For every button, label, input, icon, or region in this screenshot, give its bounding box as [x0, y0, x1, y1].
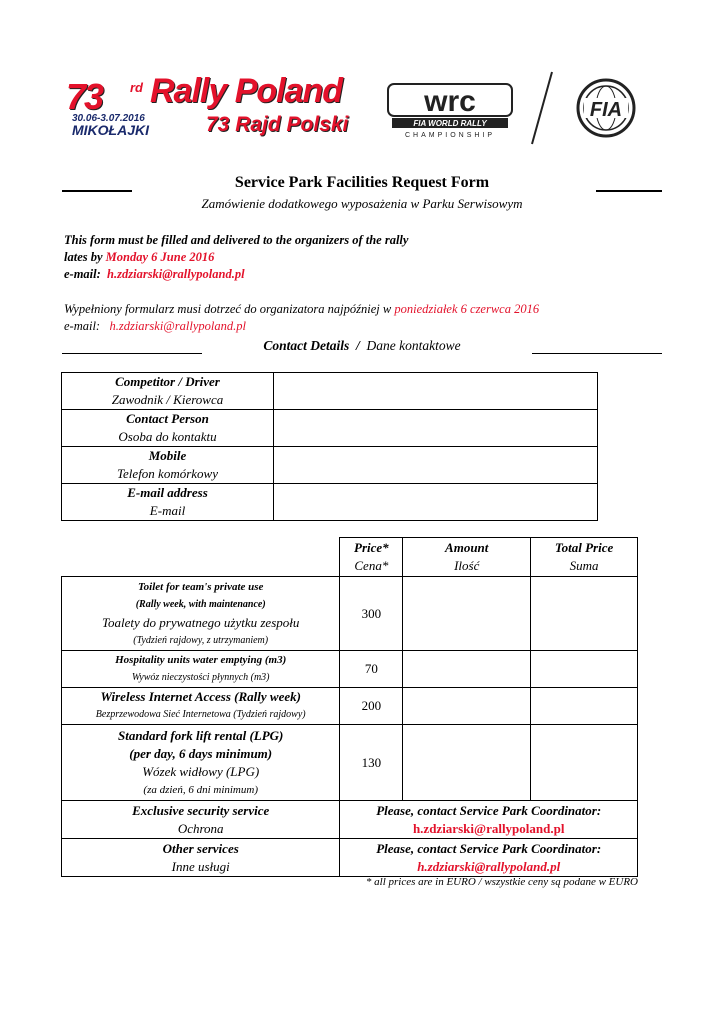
contact-row-mobile — [62, 447, 598, 484]
item-title: Standard fork lift rental (LPG) — [117, 727, 284, 743]
header-total-pl: Suma — [569, 558, 599, 573]
item-title-pl: Bezprzewodowa Sieć Internetowa (Tydzień rajdowy) — [95, 709, 306, 720]
fia-logo-text: FIA — [589, 99, 623, 121]
contact-label-en: Mobile — [148, 448, 187, 463]
contact-row-person — [62, 410, 598, 447]
notice-pl-line2 — [64, 318, 246, 335]
item-title-pl: Ochrona — [177, 820, 224, 836]
item-total-input[interactable] — [531, 577, 638, 651]
contact-label-en: Competitor / Driver — [115, 374, 220, 389]
rally-subtitle-logo: 73 Rajd Polski — [206, 113, 349, 136]
wrc-tagline: FIA WORLD RALLY — [413, 119, 487, 128]
notice-en-email-link[interactable]: h.zdziarski@rallypoland.pl — [107, 267, 245, 281]
rally-dates: 30.06-3.07.2016 — [72, 113, 145, 124]
item-desc-water — [62, 651, 340, 688]
item-title-pl: Inne usługi — [171, 858, 230, 874]
item-amount-input[interactable] — [403, 577, 531, 651]
contact-heading-en: Contact Details — [263, 338, 350, 353]
notice-en-line1: This form must be filled and delivered to the organizers of the rally — [64, 233, 409, 247]
notice-pl-line1 — [64, 301, 539, 318]
item-price: 300 — [340, 577, 403, 651]
wrc-championship: CHAMPIONSHIP — [404, 132, 496, 139]
notice-en-email-label: e-mail: — [64, 267, 101, 281]
item-amount-input[interactable] — [403, 688, 531, 725]
item-amount-input[interactable] — [403, 651, 531, 688]
wrc-logo — [386, 82, 514, 140]
mobile-input[interactable] — [274, 447, 598, 484]
other-contact-cell — [340, 839, 638, 877]
item-total-input[interactable] — [531, 725, 638, 801]
item-desc-security — [62, 801, 340, 839]
item-title: Hospitality units water emptying (m3) — [115, 654, 287, 666]
item-price: 200 — [340, 688, 403, 725]
item-desc-internet — [62, 688, 340, 725]
fia-logo — [566, 76, 646, 140]
notice-pl-text: Wypełniony formularz musi dotrzeć do organizatora najpóźniej w — [64, 302, 392, 316]
header-price-pl: Cena* — [354, 558, 389, 573]
item-desc-forklift — [62, 725, 340, 801]
item-title-pl: Toalety do prywatnego użytku zespołu — [101, 614, 300, 630]
rally-number: 73 — [66, 76, 103, 117]
header-price — [340, 538, 403, 577]
contact-row-email — [62, 484, 598, 521]
contact-label-pl: E-mail — [149, 503, 186, 518]
contact-label-pl: Osoba do kontaktu — [118, 429, 217, 444]
item-desc-other — [62, 839, 340, 877]
contact-heading-pl: Dane kontaktowe — [366, 338, 461, 353]
contact-table — [61, 372, 598, 521]
item-row-forklift — [62, 725, 638, 801]
item-row-security — [62, 801, 638, 839]
contact-label-driver — [62, 373, 274, 410]
item-row-internet — [62, 688, 638, 725]
header-total-en: Total Price — [554, 540, 614, 555]
contact-person-input[interactable] — [274, 410, 598, 447]
coordinator-text: Please, contact Service Park Coordinator: — [376, 840, 602, 856]
item-note-pl: (za dzień, 6 dni minimum) — [143, 783, 258, 796]
item-title: Wireless Internet Access (Rally week) — [100, 689, 301, 704]
notice-en-line3 — [64, 266, 245, 283]
item-title: Toilet for team's private use — [137, 580, 264, 593]
header-spacer — [62, 538, 340, 577]
form-title: Service Park Facilities Request Form — [234, 174, 490, 191]
price-table — [61, 537, 638, 877]
item-desc-toilet — [62, 577, 340, 651]
email-input[interactable] — [274, 484, 598, 521]
price-table-header — [62, 538, 638, 577]
contact-label-pl: Telefon komórkowy — [117, 466, 218, 481]
item-total-input[interactable] — [531, 688, 638, 725]
item-price: 70 — [340, 651, 403, 688]
item-note-pl: (Tydzień rajdowy, z utrzymaniem) — [133, 634, 269, 646]
contact-label-en: E-mail address — [127, 485, 208, 500]
header-total — [531, 538, 638, 577]
contact-label-pl: Zawodnik / Kierowca — [111, 392, 224, 407]
item-title-pl: Wywóz nieczystości płynnych (m3) — [131, 672, 270, 683]
item-row-other — [62, 839, 638, 877]
item-title-pl: Wózek widłowy (LPG) — [142, 763, 260, 779]
notice-en-lates-by: lates by — [64, 250, 103, 264]
coordinator-email-link[interactable]: h.zdziarski@rallypoland.pl — [417, 858, 561, 874]
notice-pl-email-label: e-mail: — [64, 319, 101, 333]
notice-pl-deadline: poniedziałek 6 czerwca 2016 — [394, 302, 540, 316]
contact-heading — [0, 338, 724, 354]
coordinator-email-link[interactable]: h.zdziarski@rallypoland.pl — [412, 820, 565, 836]
item-row-water — [62, 651, 638, 688]
rally-name-logo: Rally Poland — [150, 72, 343, 110]
contact-label-person — [62, 410, 274, 447]
item-note: (Rally week, with maintenance) — [135, 598, 266, 610]
notice-en-line2 — [64, 249, 214, 266]
divider-slash — [520, 70, 560, 148]
notice-en-deadline: Monday 6 June 2016 — [105, 250, 215, 264]
item-note: (per day, 6 days minimum) — [129, 745, 273, 761]
contact-row-driver — [62, 373, 598, 410]
form-subtitle: Zamówienie dodatkowego wyposażenia w Parku Serwisowym — [201, 196, 523, 211]
security-contact-cell — [340, 801, 638, 839]
price-footnote: * all prices are in EURO / wszystkie ceny są podane w EURO — [365, 876, 638, 888]
header-amount-en: Amount — [445, 540, 489, 555]
notice-pl-email-link[interactable]: h.zdziarski@rallypoland.pl — [109, 319, 246, 333]
coordinator-text: Please, contact Service Park Coordinator: — [376, 802, 602, 818]
header-amount-pl: Ilość — [454, 558, 480, 573]
contact-heading-separator: / — [356, 338, 360, 353]
contact-label-en: Contact Person — [126, 411, 209, 426]
rally-ordinal: rd — [130, 80, 143, 95]
header-amount — [403, 538, 531, 577]
rally-town: MIKOŁAJKI — [72, 122, 149, 138]
contact-label-email — [62, 484, 274, 521]
item-price: 130 — [340, 725, 403, 801]
wrc-logo-text: wrc — [424, 85, 476, 118]
item-amount-input[interactable] — [403, 725, 531, 801]
header-price-en: Price* — [354, 540, 389, 555]
item-title: Other services — [162, 840, 239, 856]
contact-label-mobile — [62, 447, 274, 484]
item-row-toilet — [62, 577, 638, 651]
item-title: Exclusive security service — [132, 802, 270, 818]
driver-input[interactable] — [274, 373, 598, 410]
item-total-input[interactable] — [531, 651, 638, 688]
